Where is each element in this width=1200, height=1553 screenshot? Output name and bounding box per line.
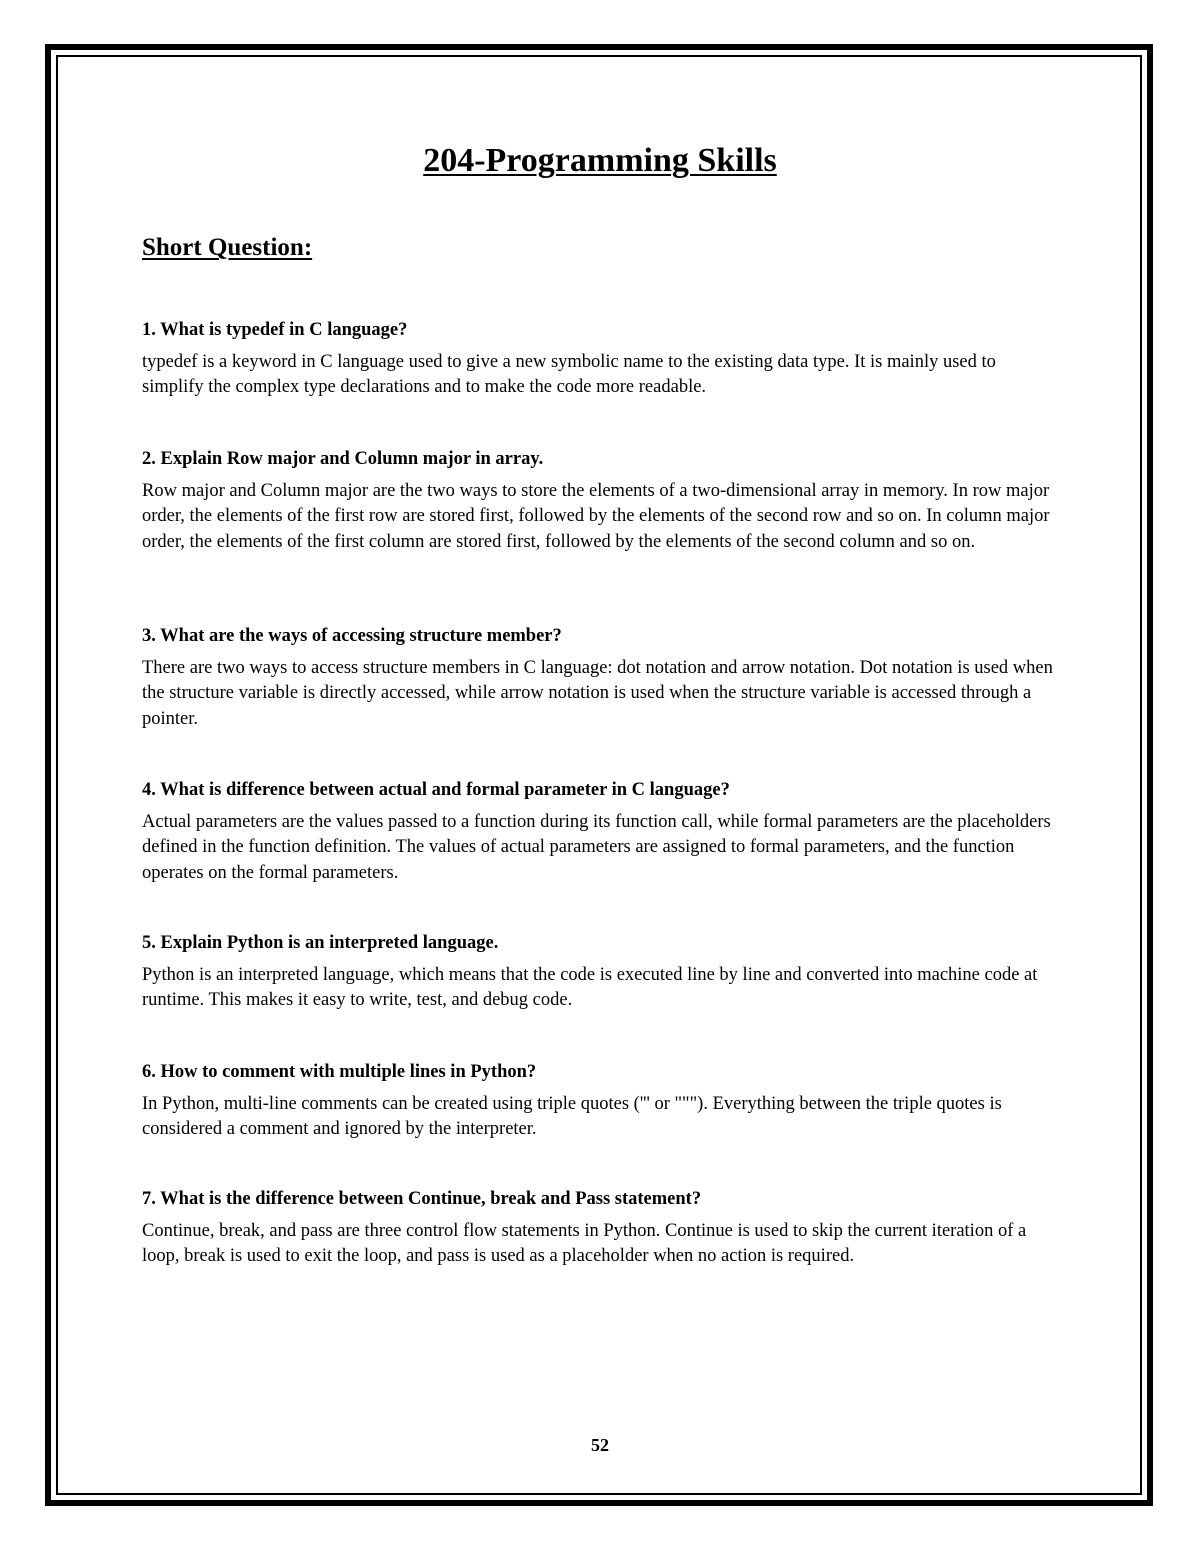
question-5: 5. Explain Python is an interpreted language. bbox=[142, 933, 499, 953]
question-1: 1. What is typedef in C language? bbox=[142, 320, 408, 340]
qa-item-6 bbox=[142, 1060, 1062, 1143]
question-7: 7. What is the difference between Continue, break and Pass statement? bbox=[142, 1189, 702, 1209]
page-border-inner bbox=[56, 55, 1142, 1495]
section-heading: Short Question: bbox=[142, 234, 313, 261]
question-4: 4. What is difference between actual and formal parameter in C language? bbox=[142, 780, 730, 800]
qa-item-2 bbox=[142, 447, 1062, 555]
page-number: 52 bbox=[591, 1435, 609, 1455]
question-6: 6. How to comment with multiple lines in Python? bbox=[142, 1062, 537, 1082]
answer-4: Actual parameters are the values passed to a function during its function call, while formal parameters are the placeholders defined in the function definition. The values of actual parameters are assigned to formal parameters, and the function operates on the formal parameters. bbox=[142, 812, 1051, 883]
answer-3: There are two ways to access structure members in C language: dot notation and arrow notation. Dot notation is used when the structure variable is directly accessed, while arrow notation is used when the structure variable is accessed through a pointer. bbox=[142, 658, 1053, 729]
page-title: 204-Programming Skills bbox=[423, 142, 777, 179]
qa-item-4 bbox=[142, 778, 1062, 886]
answer-2: Row major and Column major are the two ways to store the elements of a two-dimensional array in memory. In row major order, the elements of the first row are stored first, followed by the elements of the second row and so on. In column major order, the elements of the first column are stored first, followed by the elements of the second column and so on. bbox=[142, 481, 1050, 552]
qa-item-7 bbox=[142, 1187, 1062, 1270]
qa-item-1 bbox=[142, 318, 1062, 401]
question-2: 2. Explain Row major and Column major in array. bbox=[142, 449, 544, 469]
answer-5: Python is an interpreted language, which means that the code is executed line by line and converted into machine code at runtime. This makes it easy to write, test, and debug code. bbox=[142, 965, 1038, 1011]
qa-item-5 bbox=[142, 931, 1062, 1014]
question-3: 3. What are the ways of accessing structure member? bbox=[142, 626, 562, 646]
answer-7: Continue, break, and pass are three control flow statements in Python. Continue is used to skip the current iteration of a loop, break is used to exit the loop, and pass is used as a placeholder when no action is required. bbox=[142, 1221, 1027, 1267]
answer-6: In Python, multi-line comments can be created using triple quotes (''' or """). Everything between the triple quotes is considered a comment and ignored by the interpreter. bbox=[142, 1094, 1002, 1140]
answer-1: typedef is a keyword in C language used to give a new symbolic name to the existing data type. It is mainly used to simplify the complex type declarations and to make the code more readable. bbox=[142, 352, 996, 398]
qa-item-3 bbox=[142, 624, 1062, 732]
